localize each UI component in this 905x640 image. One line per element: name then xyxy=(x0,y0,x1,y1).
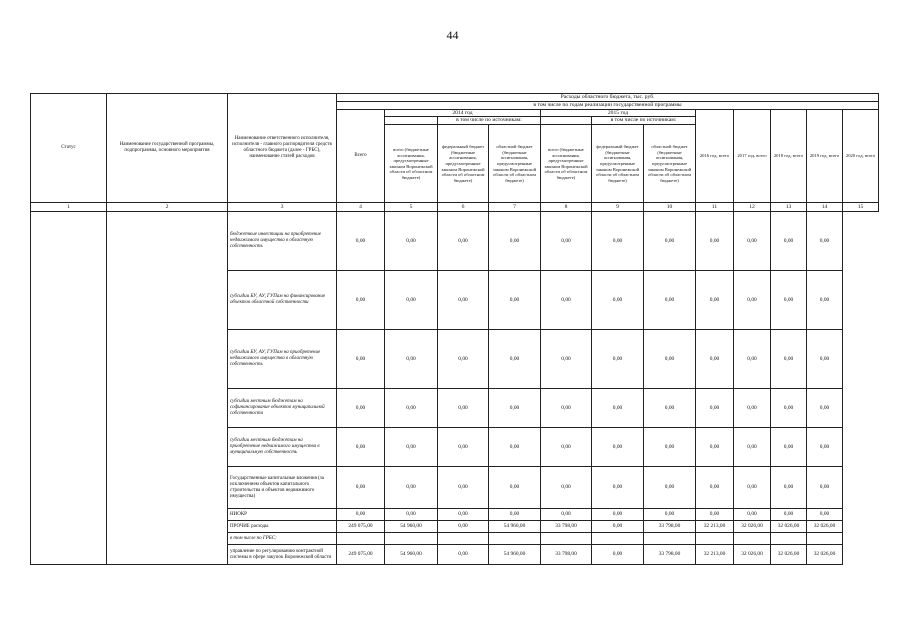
column-number: 10 xyxy=(644,203,696,212)
value-cell: 32 026,00 xyxy=(807,521,843,533)
header-executor: Наименование ответственного исполнителя, исполнителя - главного распорядителя средств областного бюджета (далее - ГРБС), наименование статей расходов xyxy=(228,94,337,203)
value-cell: 0,00 xyxy=(807,428,843,467)
column-number-row xyxy=(31,203,879,212)
value-cell: 0,00 xyxy=(771,330,807,389)
value-cell: 33 798,00 xyxy=(541,521,592,533)
column-number: 12 xyxy=(734,203,771,212)
value-cell xyxy=(734,533,771,545)
value-cell xyxy=(807,533,843,545)
row-label: субсидии местным бюджетам на софинансирование объектов муниципальной собственности xyxy=(228,389,337,428)
value-cell: 249 075,00 xyxy=(337,521,385,533)
value-cell: 0,00 xyxy=(696,212,734,271)
value-cell: 0,00 xyxy=(771,212,807,271)
value-cell: 0,00 xyxy=(438,467,489,509)
value-cell: 0,00 xyxy=(337,428,385,467)
value-cell: 0,00 xyxy=(696,428,734,467)
budget-table xyxy=(30,93,879,565)
value-cell: 0,00 xyxy=(438,545,489,565)
header-col15: 2020 год, всего xyxy=(843,109,879,203)
value-cell: 0,00 xyxy=(734,428,771,467)
value-cell: 0,00 xyxy=(734,212,771,271)
value-cell xyxy=(337,533,385,545)
value-cell: 0,00 xyxy=(541,271,592,330)
value-cell: 0,00 xyxy=(734,271,771,330)
value-cell: 0,00 xyxy=(644,330,696,389)
value-cell: 32 213,00 xyxy=(696,521,734,533)
value-cell: 0,00 xyxy=(489,330,541,389)
value-cell: 0,00 xyxy=(541,428,592,467)
value-cell: 0,00 xyxy=(541,467,592,509)
value-cell: 0,00 xyxy=(644,212,696,271)
value-cell: 0,00 xyxy=(592,212,644,271)
column-number: 5 xyxy=(385,203,438,212)
row-label: Государственные капитальные вложения (за исключением объектов капитального строительства и объектов недвижимого имущества) xyxy=(228,467,337,509)
header-col10: областной бюджет (бюджетные ассигнования, предусмотренные законом Воронежской области об областном бюджете) xyxy=(644,125,696,203)
value-cell: 0,00 xyxy=(489,212,541,271)
header-by-years: в том числе по годам реализации государственной программы xyxy=(337,101,879,109)
value-cell: 0,00 xyxy=(385,389,438,428)
value-cell: 0,00 xyxy=(644,271,696,330)
value-cell: 32 026,00 xyxy=(771,521,807,533)
value-cell: 0,00 xyxy=(592,521,644,533)
value-cell xyxy=(438,533,489,545)
value-cell: 0,00 xyxy=(489,467,541,509)
value-cell: 0,00 xyxy=(696,271,734,330)
value-cell: 0,00 xyxy=(807,271,843,330)
value-cell: 0,00 xyxy=(771,467,807,509)
value-cell: 0,00 xyxy=(734,509,771,521)
value-cell: 0,00 xyxy=(489,389,541,428)
value-cell: 0,00 xyxy=(807,212,843,271)
value-cell: 33 798,00 xyxy=(541,545,592,565)
value-cell: 0,00 xyxy=(337,330,385,389)
value-cell xyxy=(385,533,438,545)
row-label: НИОКР xyxy=(228,509,337,521)
value-cell: 0,00 xyxy=(734,330,771,389)
value-cell: 0,00 xyxy=(541,212,592,271)
value-cell: 0,00 xyxy=(385,509,438,521)
value-cell xyxy=(592,533,644,545)
header-col6: федеральный бюджет (бюджетные ассигнования, предусмотренные законом Воронежской области об областном бюджете) xyxy=(438,125,489,203)
value-cell: 33 798,00 xyxy=(644,545,696,565)
value-cell: 0,00 xyxy=(644,509,696,521)
row-label: управление по регулированию контрактной системы в сфере закупок Воронежской области xyxy=(228,545,337,565)
value-cell: 0,00 xyxy=(807,509,843,521)
column-number: 6 xyxy=(438,203,489,212)
value-cell: 0,00 xyxy=(337,212,385,271)
row-label: в том числе по ГРБС: xyxy=(228,533,337,545)
header-total: Всего xyxy=(337,109,385,203)
header-col12: 2017 год, всего xyxy=(734,109,771,203)
value-cell: 0,00 xyxy=(541,330,592,389)
value-cell: 0,00 xyxy=(696,467,734,509)
column-number: 13 xyxy=(771,203,807,212)
value-cell xyxy=(696,533,734,545)
value-cell: 0,00 xyxy=(438,212,489,271)
header-2015-blank xyxy=(541,117,592,125)
column-number: 3 xyxy=(228,203,337,212)
value-cell: 0,00 xyxy=(592,509,644,521)
value-cell: 0,00 xyxy=(592,467,644,509)
value-cell: 0,00 xyxy=(807,389,843,428)
program-cell xyxy=(107,212,228,565)
value-cell: 0,00 xyxy=(644,428,696,467)
value-cell: 32 026,00 xyxy=(807,545,843,565)
header-col7: областной бюджет (бюджетные ассигнования, предусмотренные законом Воронежской области об областном бюджете) xyxy=(489,125,541,203)
value-cell: 0,00 xyxy=(696,509,734,521)
row-label: субсидии БУ, АУ, ГУПам на финансирование объектов областной собственности xyxy=(228,271,337,330)
value-cell: 0,00 xyxy=(385,467,438,509)
column-number: 9 xyxy=(592,203,644,212)
value-cell: 54 960,00 xyxy=(489,545,541,565)
header-col11: 2016 год, всего xyxy=(696,109,734,203)
value-cell: 0,00 xyxy=(489,509,541,521)
header-col5: всего (бюджетные ассигнования, предусмотренные законом Воронежской области об областном бюджете) xyxy=(385,125,438,203)
value-cell: 0,00 xyxy=(807,330,843,389)
value-cell: 32 026,00 xyxy=(771,545,807,565)
header-expenses-title: Расходы областного бюджета, тыс. руб. xyxy=(337,94,879,102)
value-cell: 0,00 xyxy=(337,271,385,330)
value-cell: 0,00 xyxy=(592,271,644,330)
header-program-name: Наименование государственной программы, подпрограммы, основного мероприятия xyxy=(107,94,228,203)
header-year-2014: 2014 год xyxy=(385,109,541,117)
column-number: 4 xyxy=(337,203,385,212)
value-cell: 0,00 xyxy=(807,467,843,509)
value-cell: 0,00 xyxy=(592,389,644,428)
value-cell: 54 960,00 xyxy=(385,521,438,533)
column-number: 1 xyxy=(31,203,107,212)
header-2014-by-sources: в том числе по источникам: xyxy=(438,117,541,125)
value-cell: 0,00 xyxy=(385,212,438,271)
column-number: 11 xyxy=(696,203,734,212)
value-cell: 0,00 xyxy=(489,271,541,330)
header-2014-blank xyxy=(385,117,438,125)
value-cell: 0,00 xyxy=(438,509,489,521)
column-number: 8 xyxy=(541,203,592,212)
row-label: бюджетные инвестиции на приобретение недвижимого имущества в областную собственность xyxy=(228,212,337,271)
header-year-2015: 2015 год xyxy=(541,109,696,117)
row-label: ПРОЧИЕ расходы xyxy=(228,521,337,533)
header-col9: федеральный бюджет (бюджетные ассигнования, предусмотренные законом Воронежской области об областном бюджете) xyxy=(592,125,644,203)
value-cell: 0,00 xyxy=(771,509,807,521)
value-cell xyxy=(771,533,807,545)
value-cell xyxy=(489,533,541,545)
value-cell: 0,00 xyxy=(696,330,734,389)
value-cell: 0,00 xyxy=(771,271,807,330)
column-number: 15 xyxy=(843,203,879,212)
value-cell: 0,00 xyxy=(438,428,489,467)
value-cell: 0,00 xyxy=(734,389,771,428)
header-status: Статус xyxy=(31,94,107,203)
value-cell: 0,00 xyxy=(644,467,696,509)
value-cell: 0,00 xyxy=(438,330,489,389)
value-cell: 0,00 xyxy=(644,389,696,428)
value-cell xyxy=(541,533,592,545)
value-cell: 54 960,00 xyxy=(489,521,541,533)
value-cell: 32 213,00 xyxy=(696,545,734,565)
row-label: субсидии местным бюджетам на приобретение недвижимого имущества в муниципальную собственность xyxy=(228,428,337,467)
value-cell: 32 026,00 xyxy=(734,521,771,533)
column-number: 7 xyxy=(489,203,541,212)
value-cell: 0,00 xyxy=(771,428,807,467)
value-cell: 0,00 xyxy=(541,509,592,521)
row-label: субсидии БУ, АУ, ГУПам на приобретение недвижимого имущества в областную собственность xyxy=(228,330,337,389)
table-body xyxy=(31,212,879,565)
header-col8: всего (бюджетные ассигнования, предусмотренные законом Воронежской области об областном бюджете) xyxy=(541,125,592,203)
column-number: 14 xyxy=(807,203,843,212)
header-col13: 2018 год, всего xyxy=(771,109,807,203)
header-2015-by-sources: в том числе по источникам: xyxy=(592,117,696,125)
value-cell: 0,00 xyxy=(337,509,385,521)
value-cell: 0,00 xyxy=(337,389,385,428)
value-cell: 0,00 xyxy=(592,330,644,389)
value-cell: 0,00 xyxy=(771,389,807,428)
value-cell: 0,00 xyxy=(438,389,489,428)
value-cell: 0,00 xyxy=(489,428,541,467)
value-cell: 32 026,00 xyxy=(734,545,771,565)
table-row xyxy=(31,212,879,271)
value-cell: 54 960,00 xyxy=(385,545,438,565)
value-cell: 0,00 xyxy=(541,389,592,428)
value-cell: 0,00 xyxy=(734,467,771,509)
value-cell: 0,00 xyxy=(385,428,438,467)
value-cell: 0,00 xyxy=(385,271,438,330)
value-cell: 0,00 xyxy=(337,467,385,509)
value-cell xyxy=(644,533,696,545)
value-cell: 33 798,00 xyxy=(644,521,696,533)
value-cell: 0,00 xyxy=(438,271,489,330)
value-cell: 0,00 xyxy=(592,545,644,565)
header-col14: 2019 год, всего xyxy=(807,109,843,203)
value-cell: 0,00 xyxy=(385,330,438,389)
value-cell: 0,00 xyxy=(592,428,644,467)
value-cell: 0,00 xyxy=(696,389,734,428)
status-cell xyxy=(31,212,107,565)
value-cell: 0,00 xyxy=(438,521,489,533)
value-cell: 249 075,00 xyxy=(337,545,385,565)
page-number: 44 xyxy=(446,28,459,42)
column-number: 2 xyxy=(107,203,228,212)
